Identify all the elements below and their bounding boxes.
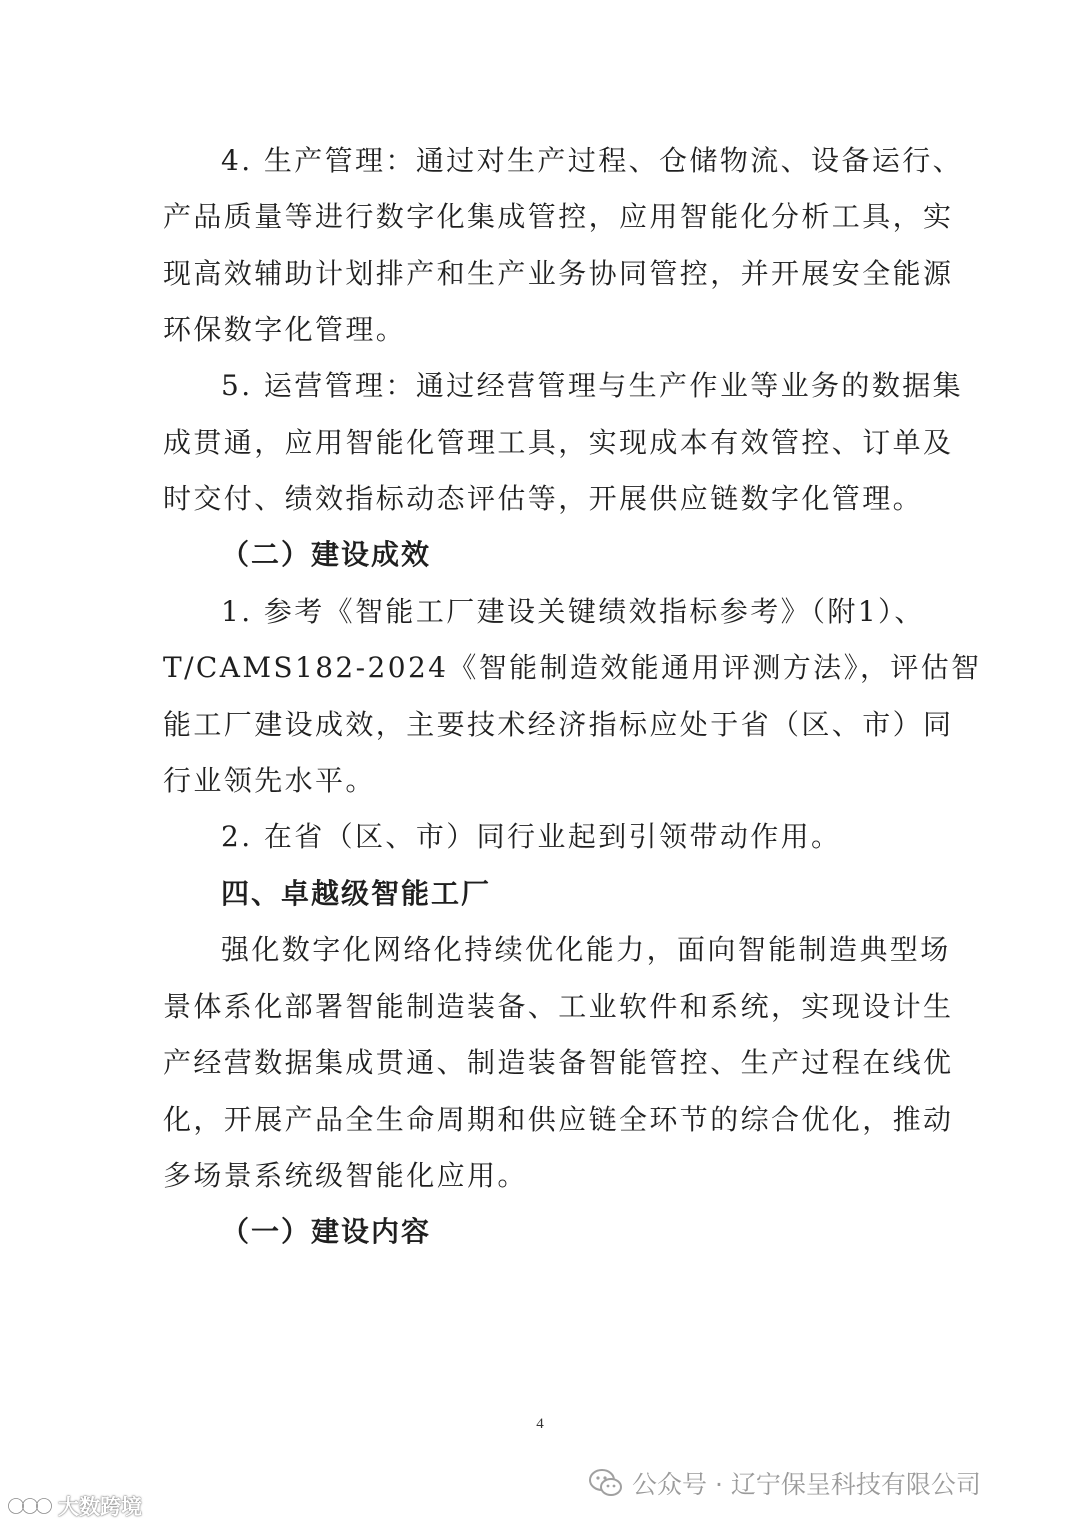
paragraph-first-line: 强化数字化网络化持续优化能力，面向智能制造典型场 bbox=[221, 933, 951, 966]
paragraph-first-line: 2. 在省（区、市）同行业起到引领带动作用。 bbox=[221, 820, 842, 853]
paragraph-last-line: 环保数字化管理。 bbox=[163, 313, 407, 346]
subsection-heading: （二）建设成效 bbox=[221, 538, 432, 571]
subsection-heading: （一）建设内容 bbox=[221, 1215, 432, 1248]
section-heading: 四、卓越级智能工厂 bbox=[221, 877, 492, 910]
paragraph-last-line: 时交付、绩效指标动态评估等，开展供应链数字化管理。 bbox=[163, 482, 924, 515]
page-number: 4 bbox=[536, 1416, 544, 1432]
paragraph-first-line: 5. 运营管理：通过经营管理与生产作业等业务的数据集 bbox=[221, 369, 964, 402]
source-brand-label: 大数跨境 bbox=[58, 1495, 142, 1519]
paragraph-line: 产品质量等进行数字化集成管控，应用智能化分析工具，实 bbox=[163, 200, 954, 233]
wechat-icon bbox=[588, 1468, 624, 1498]
brand-logo-icon bbox=[8, 1494, 52, 1518]
paragraph-first-line: 4. 生产管理：通过对生产过程、仓储物流、设备运行、 bbox=[221, 144, 964, 177]
source-watermark bbox=[8, 1490, 142, 1522]
paragraph-line: 现高效辅助计划排产和生产业务协同管控，并开展安全能源 bbox=[163, 257, 954, 290]
paragraph-first-line: 1. 参考《智能工厂建设关键绩效指标参考》（附1）、 bbox=[221, 595, 925, 628]
paragraph-line: 产经营数据集成贯通、制造装备智能管控、生产过程在线优 bbox=[163, 1046, 954, 1079]
wechat-watermark bbox=[588, 1461, 1058, 1505]
paragraph-last-line: 行业领先水平。 bbox=[163, 764, 376, 797]
paragraph-line: 化，开展产品全生命周期和供应链全环节的综合优化，推动 bbox=[163, 1103, 954, 1136]
paragraph-line: 成贯通，应用智能化管理工具，实现成本有效管控、订单及 bbox=[163, 426, 954, 459]
paragraph-line: 能工厂建设成效，主要技术经济指标应处于省（区、市）同 bbox=[163, 708, 954, 741]
paragraph-line: 景体系化部署智能制造装备、工业软件和系统，实现设计生 bbox=[163, 990, 954, 1023]
paragraph-last-line: 多场景系统级智能化应用。 bbox=[163, 1159, 528, 1192]
wechat-account-label: 公众号 · 辽宁保呈科技有限公司 bbox=[632, 1470, 981, 1499]
paragraph-line: T/CAMS182-2024《智能制造效能通用评测方法》，评估智 bbox=[163, 651, 982, 684]
